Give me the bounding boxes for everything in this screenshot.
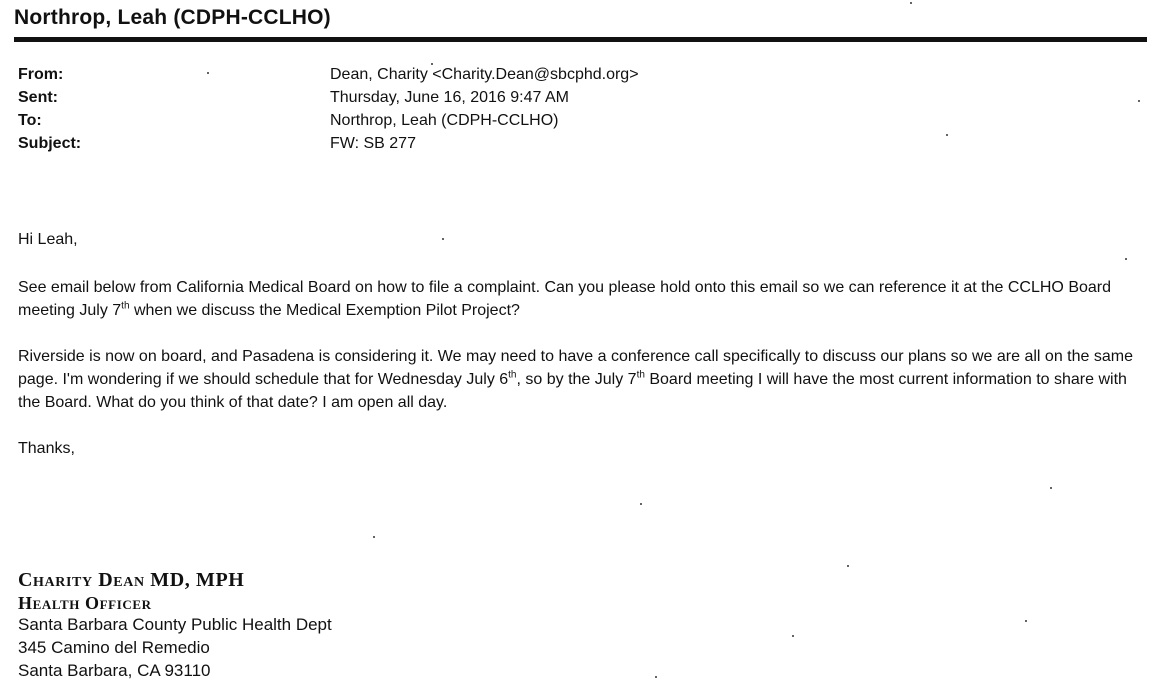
signature-block xyxy=(18,568,332,682)
email-body xyxy=(18,228,1138,460)
greeting: Hi Leah, xyxy=(18,231,78,248)
paragraph-2-text-b: , so by the July 7 xyxy=(516,371,637,388)
paragraph-2 xyxy=(18,345,1138,414)
mailbox-owner-title: Northrop, Leah (CDPH-CCLHO) xyxy=(14,6,331,29)
signature-address-1: 345 Camino del Remedio xyxy=(18,638,210,657)
signature-org: Santa Barbara County Public Health Dept xyxy=(18,615,332,634)
scan-speck xyxy=(431,63,433,65)
paragraph-1-superscript: th xyxy=(121,300,130,312)
scan-speck xyxy=(910,2,912,4)
from-value: Dean, Charity <Charity.Dean@sbcphd.org> xyxy=(330,66,639,83)
signature-address-2: Santa Barbara, CA 93110 xyxy=(18,661,211,680)
paragraph-1-text-a: See email below from California Medical Board on how to file a complaint. Can you please hold onto this email so we can reference it at the CCLHO Board meeting July 7 xyxy=(18,279,1112,319)
signature-title: Health Officer xyxy=(18,593,152,613)
header-rule xyxy=(14,37,1147,42)
sent-value: Thursday, June 16, 2016 9:47 AM xyxy=(330,89,569,106)
scan-speck xyxy=(1138,100,1140,102)
paragraph-2-superscript-1: th xyxy=(508,369,517,381)
scan-speck xyxy=(655,676,657,678)
scan-speck xyxy=(1050,487,1052,489)
paragraph-1-text-b: when we discuss the Medical Exemption Pilot Project? xyxy=(129,302,520,319)
signature-name: Charity Dean MD, MPH xyxy=(18,569,245,591)
scan-speck xyxy=(373,536,375,538)
scan-speck xyxy=(1125,258,1127,260)
scan-speck xyxy=(207,72,209,74)
paragraph-2-text-c: Board meeting I will have the most current information to share with the Board. What do you think of that date? I am open all day. xyxy=(18,371,1127,411)
from-label: From: xyxy=(18,66,64,83)
scan-speck xyxy=(442,238,444,240)
paragraph-2-text-a: Riverside is now on board, and Pasadena is considering it. We may need to have a conference call specifically to discuss our plans so we are all on the same page. I'm wondering if we should schedule that for Wednesday July 6 xyxy=(18,348,1133,388)
subject-value: FW: SB 277 xyxy=(330,135,416,152)
paragraph-2-superscript-2: th xyxy=(636,369,645,381)
scan-speck xyxy=(640,503,642,505)
scan-speck xyxy=(792,635,794,637)
closing: Thanks, xyxy=(18,440,75,457)
paragraph-1 xyxy=(18,276,1138,322)
to-value: Northrop, Leah (CDPH-CCLHO) xyxy=(330,112,559,129)
scan-speck xyxy=(946,134,948,136)
sent-label: Sent: xyxy=(18,89,58,106)
subject-label: Subject: xyxy=(18,135,82,152)
scan-speck xyxy=(1025,620,1027,622)
to-label: To: xyxy=(18,112,42,129)
scan-speck xyxy=(847,565,849,567)
